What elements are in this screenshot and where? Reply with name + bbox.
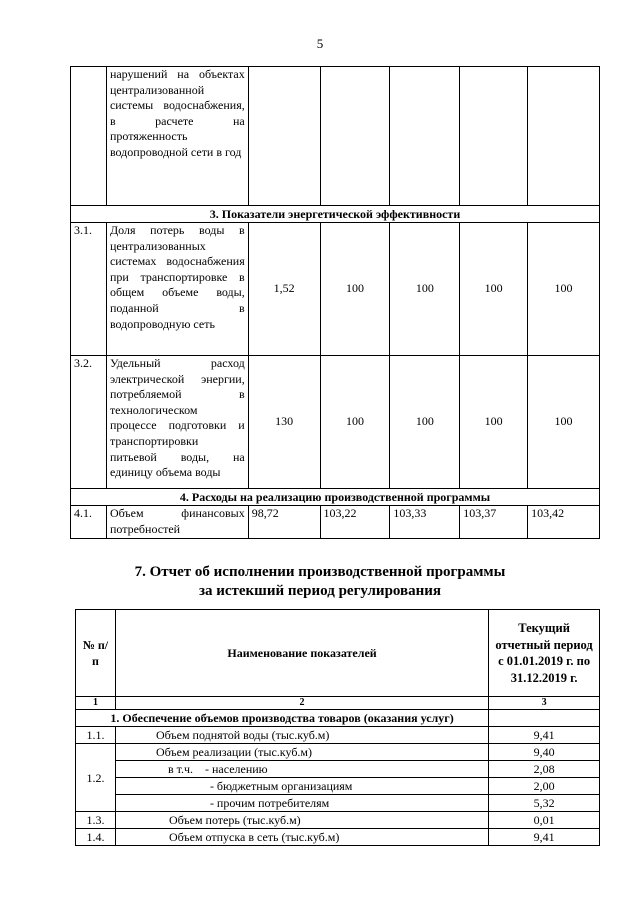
indicator-value: 5,32 xyxy=(489,795,600,812)
table-row xyxy=(71,67,600,206)
table-row xyxy=(76,761,600,778)
value-cell: 98,72 xyxy=(248,506,320,539)
row-number: 4.1. xyxy=(71,506,107,539)
section-title: 3. Показатели энергетической эффективности xyxy=(71,206,600,223)
indicator-value: 9,41 xyxy=(489,727,600,744)
value-cell: 103,37 xyxy=(460,506,528,539)
indicator-value: 2,00 xyxy=(489,778,600,795)
value-cell: 103,22 xyxy=(320,506,390,539)
header-num: № п/п xyxy=(76,610,116,697)
indicator-name: - прочим потребителям xyxy=(115,795,488,812)
section-title: 4. Расходы на реализацию производственной программы xyxy=(71,489,600,506)
header-period: Текущий отчетный период с 01.01.2019 г. по 31.12.2019 г. xyxy=(489,610,600,697)
indicator-name: нарушений на объектах централизованной системы водоснабжения, в расчете на протяженность водопроводной сети в год xyxy=(109,67,245,159)
indicator-name: Доля потерь воды в централизованных системах водоснабжения при транспортировке в общем объеме воды, поданной в водопроводную сеть xyxy=(106,223,248,356)
indicator-name: в т.ч. - населению xyxy=(115,761,488,778)
header-name: Наименование показателей xyxy=(115,610,488,697)
table-row xyxy=(71,356,600,489)
indicator-name: Объем поднятой воды (тыс.куб.м) xyxy=(115,727,488,744)
value-cell xyxy=(460,67,528,206)
section-row xyxy=(76,710,600,727)
table-row xyxy=(76,829,600,846)
indicator-value: 9,40 xyxy=(489,744,600,761)
indicator-value: 0,01 xyxy=(489,812,600,829)
table-row xyxy=(76,778,600,795)
value-cell: 103,33 xyxy=(390,506,460,539)
row-number: 1.3. xyxy=(76,812,116,829)
header-row xyxy=(76,610,600,697)
section-row xyxy=(71,489,600,506)
indicator-name: Объем потерь (тыс.куб.м) xyxy=(115,812,488,829)
value-cell xyxy=(320,67,390,206)
section-heading-line2: за истекший период регулирования xyxy=(198,583,442,599)
index-cell: 3 xyxy=(489,697,600,710)
value-cell: 103,42 xyxy=(528,506,600,539)
row-number: 1.2. xyxy=(76,744,116,812)
value-cell: 100 xyxy=(460,356,528,489)
indicators-table xyxy=(70,66,600,539)
index-cell: 1 xyxy=(76,697,116,710)
value-cell: 100 xyxy=(528,356,600,489)
indicator-name: Удельный расход электрической энергии, потребляемой в технологическом процессе подготовки и транспортировки питьевой воды, на единицу объема воды xyxy=(106,356,248,489)
section-title: 1. Обеспечение объемов производства товаров (оказания услуг) xyxy=(76,710,489,727)
value-cell: 100 xyxy=(320,356,390,489)
value-cell: 100 xyxy=(390,356,460,489)
table-row xyxy=(76,812,600,829)
row-number: 1.1. xyxy=(76,727,116,744)
section-row xyxy=(71,206,600,223)
value-cell xyxy=(528,67,600,206)
table-row xyxy=(76,727,600,744)
value-cell: 130 xyxy=(248,356,320,489)
indicator-value: 2,08 xyxy=(489,761,600,778)
row-number: 3.2. xyxy=(71,356,107,489)
section-heading-line1: 7. Отчет об исполнении производственной программы xyxy=(134,564,506,580)
index-cell: 2 xyxy=(115,697,488,710)
value-cell xyxy=(390,67,460,206)
indicator-name: Объем финансовых потребностей xyxy=(106,506,248,539)
value-cell: 100 xyxy=(390,223,460,356)
value-cell: 100 xyxy=(460,223,528,356)
row-number: 3.1. xyxy=(71,223,107,356)
value-cell xyxy=(248,67,320,206)
table-row xyxy=(71,223,600,356)
table-row xyxy=(76,795,600,812)
empty-cell xyxy=(489,710,600,727)
indicator-name: Объем отпуска в сеть (тыс.куб.м) xyxy=(115,829,488,846)
page-number: 5 xyxy=(316,36,324,51)
row-number: 1.4. xyxy=(76,829,116,846)
table-row xyxy=(71,506,600,539)
indicator-name: - бюджетным организациям xyxy=(115,778,488,795)
row-number-cell xyxy=(71,67,107,206)
value-cell: 100 xyxy=(320,223,390,356)
indicator-value: 9,41 xyxy=(489,829,600,846)
table-row xyxy=(76,744,600,761)
value-cell: 100 xyxy=(528,223,600,356)
value-cell: 1,52 xyxy=(248,223,320,356)
indicator-name: Объем реализации (тыс.куб.м) xyxy=(115,744,488,761)
index-row xyxy=(76,697,600,710)
report-table xyxy=(75,609,600,846)
indicator-name-cell xyxy=(106,67,248,206)
